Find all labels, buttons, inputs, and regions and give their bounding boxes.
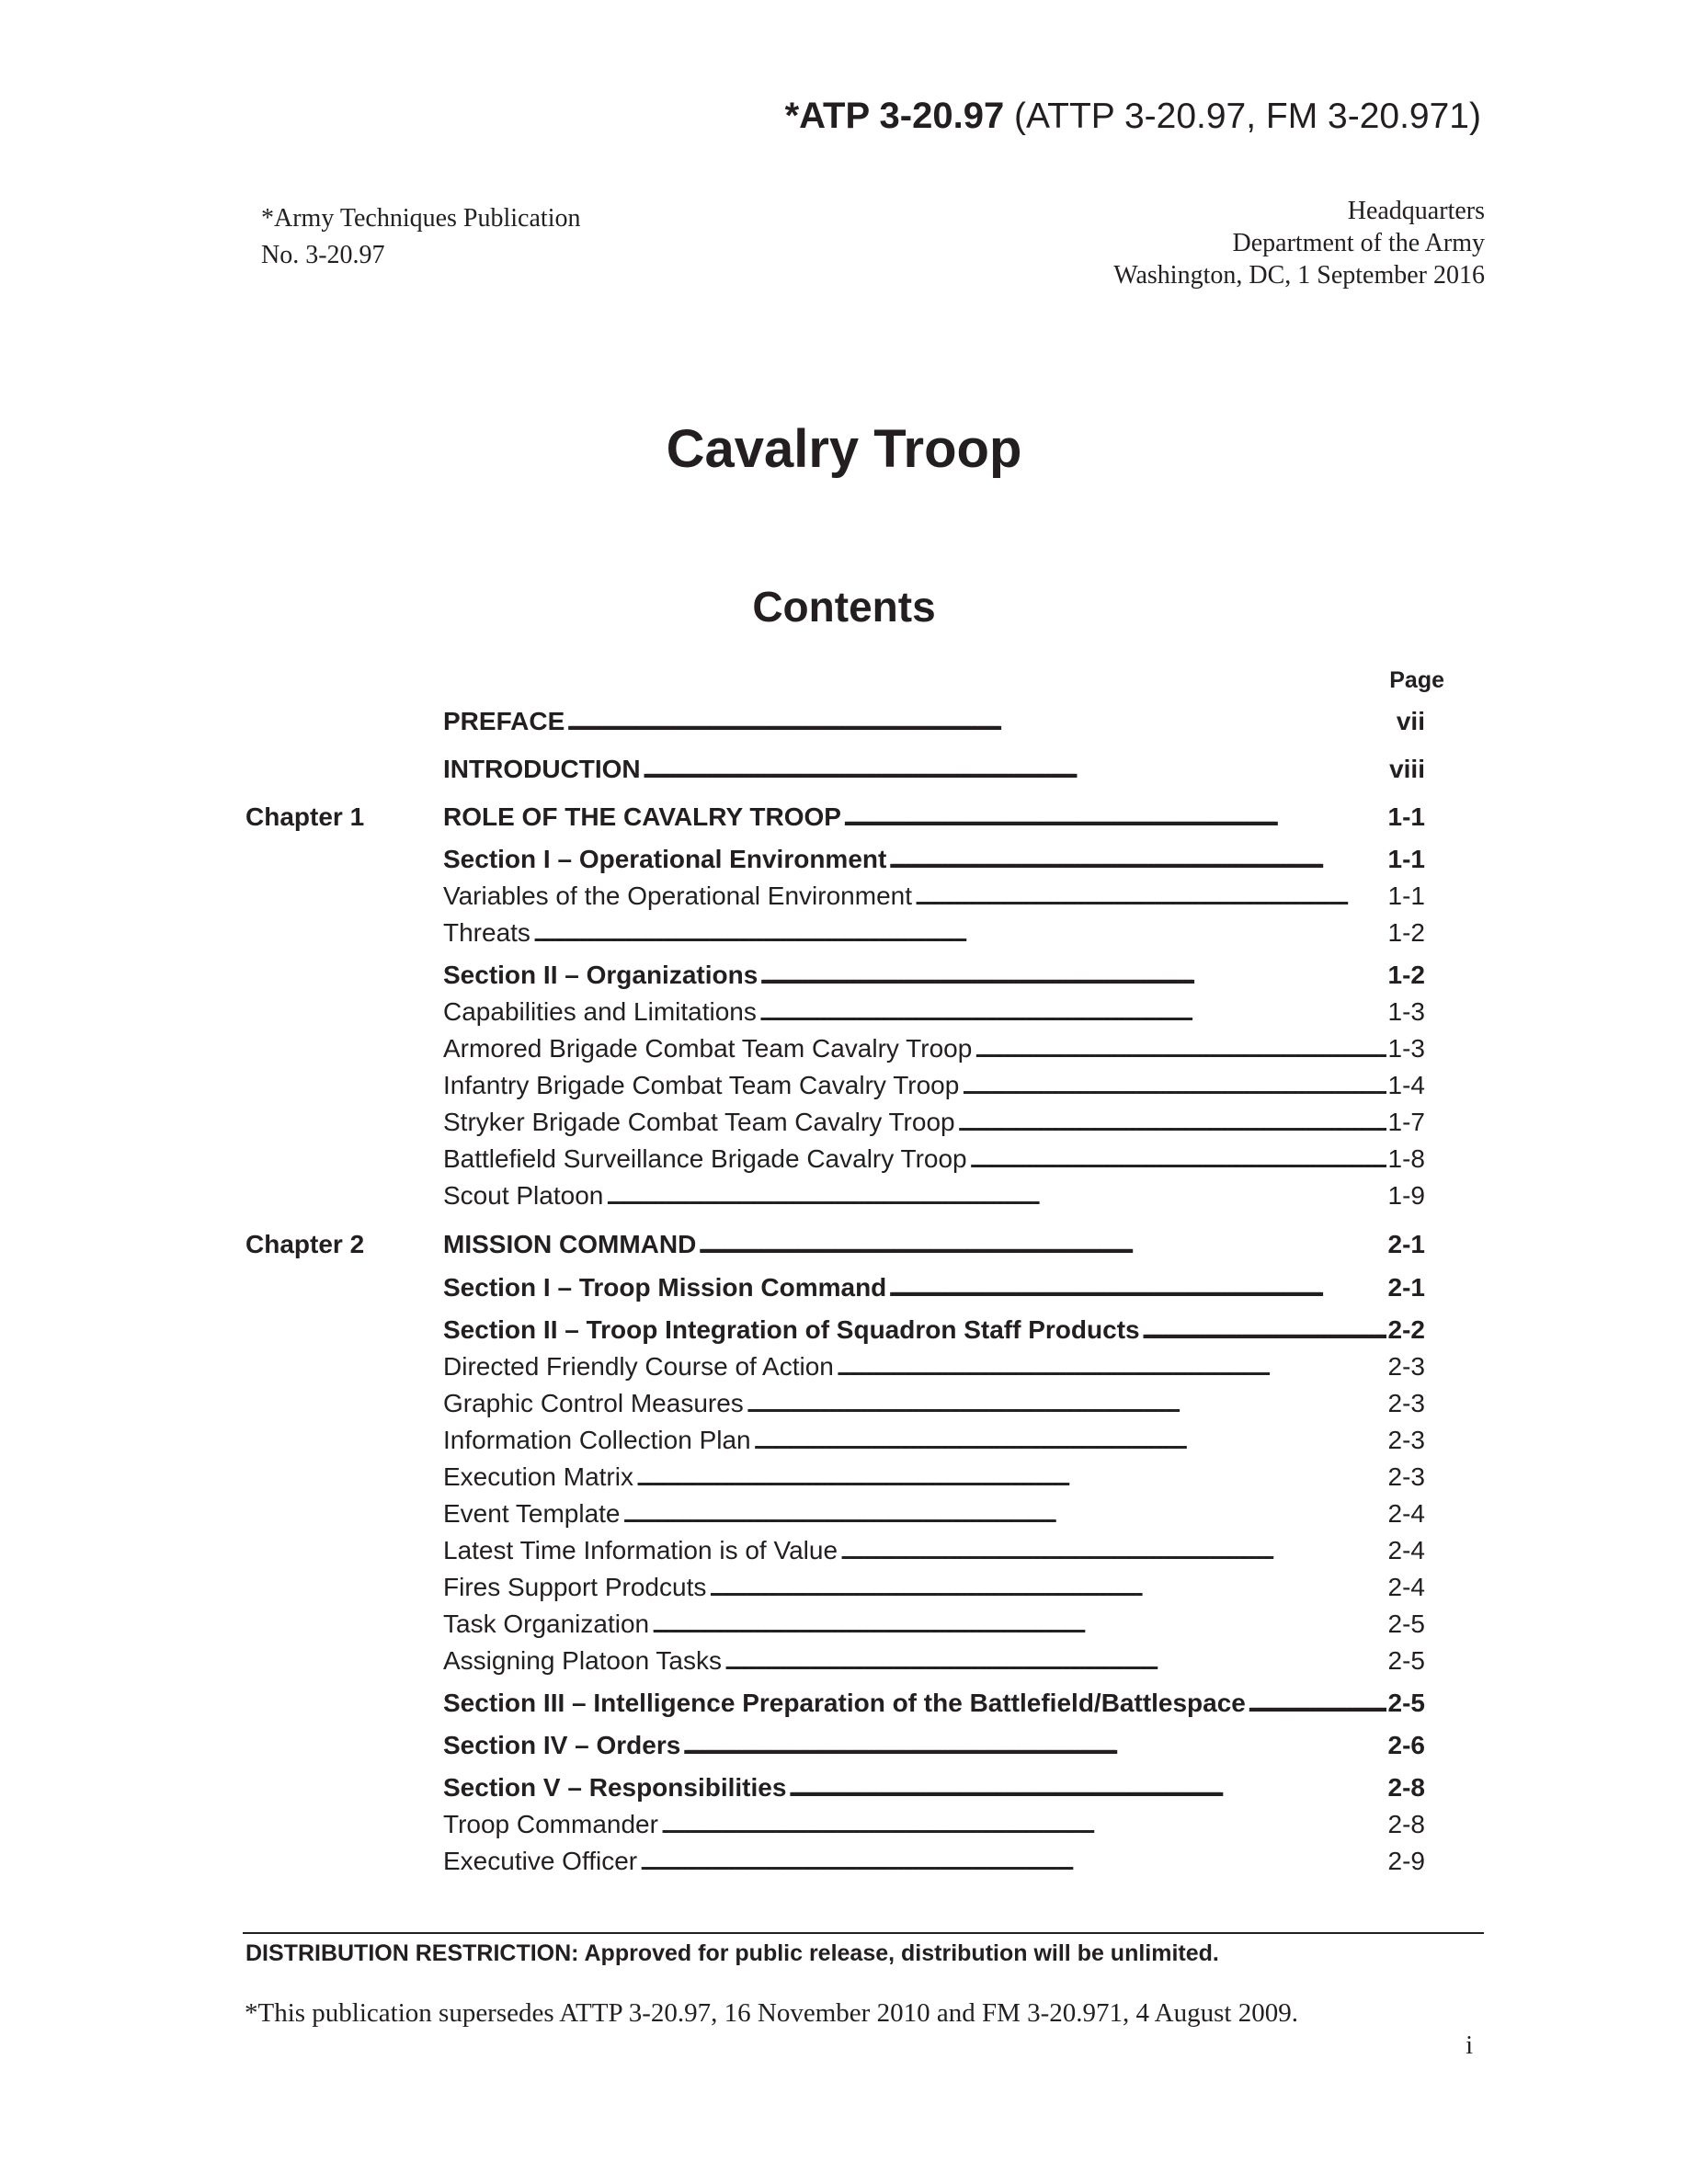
toc-entry[interactable] bbox=[245, 754, 1425, 785]
toc-entry[interactable] bbox=[245, 1846, 1425, 1877]
toc-entry-page: 1-1 bbox=[1387, 802, 1425, 831]
toc-entry-title: Fires Support Prodcuts bbox=[443, 1573, 707, 1601]
toc-entry[interactable] bbox=[245, 996, 1425, 1028]
toc-entry-page: 2-5 bbox=[1387, 1689, 1425, 1717]
publication-number: No. 3-20.97 bbox=[261, 241, 385, 269]
toc-dot-leader bbox=[651, 1609, 1386, 1640]
toc-entry-title: Directed Friendly Course of Action bbox=[443, 1352, 834, 1381]
toc-entry-title: Section IV – Orders bbox=[443, 1731, 681, 1759]
toc-entry[interactable] bbox=[245, 1645, 1425, 1677]
toc-entry-title: Task Organization bbox=[443, 1610, 650, 1638]
toc-entry[interactable] bbox=[245, 844, 1425, 875]
toc-dot-leader bbox=[753, 1425, 1386, 1456]
toc-dot-leader bbox=[708, 1572, 1386, 1603]
toc-entry-page: 2-4 bbox=[1387, 1499, 1425, 1528]
toc-entry-page: 2-6 bbox=[1387, 1731, 1425, 1759]
toc-entry[interactable] bbox=[245, 1033, 1425, 1064]
toc-dot-leader bbox=[682, 1730, 1386, 1761]
toc-entry[interactable] bbox=[245, 1572, 1425, 1603]
toc-entry-page: 1-1 bbox=[1387, 845, 1425, 873]
toc-entry[interactable] bbox=[245, 917, 1425, 949]
toc-dot-leader bbox=[622, 1498, 1386, 1530]
toc-entry[interactable] bbox=[245, 1688, 1425, 1719]
toc-entry-title: Section V – Responsibilities bbox=[443, 1773, 787, 1802]
toc-dot-leader bbox=[759, 960, 1386, 991]
toc-entry-title: Battlefield Surveillance Brigade Cavalry Troop bbox=[443, 1144, 967, 1173]
toc-entry-page: 1-2 bbox=[1387, 961, 1425, 989]
toc-entry[interactable] bbox=[245, 1809, 1425, 1840]
toc-entry[interactable] bbox=[245, 1314, 1425, 1346]
toc-entry[interactable] bbox=[245, 1425, 1425, 1456]
toc-entry-page: 2-5 bbox=[1387, 1646, 1425, 1675]
toc-entry-page: 2-1 bbox=[1387, 1273, 1425, 1302]
toc-entry-title: PREFACE bbox=[443, 707, 565, 735]
toc-entry[interactable] bbox=[245, 1351, 1425, 1382]
toc-dot-leader bbox=[839, 1535, 1386, 1566]
toc-entry-title: Information Collection Plan bbox=[443, 1426, 751, 1454]
toc-entry[interactable] bbox=[245, 1772, 1425, 1803]
toc-entry[interactable] bbox=[245, 1180, 1425, 1211]
location-date-line: Washington, DC, 1 September 2016 bbox=[1113, 261, 1485, 290]
toc-entry-page: 2-8 bbox=[1387, 1810, 1425, 1838]
toc-dot-leader bbox=[888, 844, 1386, 875]
toc-entry-page: 1-7 bbox=[1387, 1108, 1425, 1136]
toc-entry-title: Section I – Troop Mission Command bbox=[443, 1273, 887, 1302]
toc-entry-page: 1-1 bbox=[1387, 882, 1425, 910]
page-number: i bbox=[1466, 2031, 1473, 2060]
toc-entry-title: Section III – Intelligence Preparation of the Battlefield/Battlespace bbox=[443, 1689, 1246, 1717]
toc-chapter-label: Chapter 1 bbox=[245, 802, 365, 831]
toc-entry[interactable] bbox=[245, 1498, 1425, 1530]
toc-entry-page: 2-4 bbox=[1387, 1536, 1425, 1564]
toc-entry-title: Stryker Brigade Combat Team Cavalry Troop bbox=[443, 1108, 955, 1136]
toc-entry-title: Assigning Platoon Tasks bbox=[443, 1646, 722, 1675]
toc-entry-page: viii bbox=[1389, 755, 1425, 783]
document-number-superseded: (ATTP 3-20.97, FM 3-20.971) bbox=[1004, 97, 1481, 136]
toc-dot-leader bbox=[843, 802, 1386, 833]
toc-entry-page: vii bbox=[1396, 707, 1425, 735]
toc-entry-title: Section I – Operational Environment bbox=[443, 845, 887, 873]
page-column-label: Page bbox=[1389, 667, 1444, 693]
toc-entry-title: Section II – Organizations bbox=[443, 961, 758, 989]
toc-dot-leader bbox=[532, 917, 1386, 949]
toc-dot-leader bbox=[605, 1180, 1386, 1211]
toc-dot-leader bbox=[836, 1351, 1386, 1382]
toc-entry-page: 2-3 bbox=[1387, 1462, 1425, 1491]
toc-entry-title: Executive Officer bbox=[443, 1847, 638, 1875]
toc-entry[interactable] bbox=[245, 1229, 1425, 1260]
toc-entry-title: Latest Time Information is of Value bbox=[443, 1536, 838, 1564]
toc-entry[interactable] bbox=[245, 881, 1425, 912]
toc-entry-page: 1-4 bbox=[1387, 1071, 1425, 1099]
toc-entry[interactable] bbox=[245, 1462, 1425, 1493]
document-number-primary: *ATP 3-20.97 bbox=[784, 96, 1005, 136]
toc-entry-page: 2-3 bbox=[1387, 1389, 1425, 1417]
toc-entry[interactable] bbox=[245, 1388, 1425, 1419]
toc-dot-leader bbox=[698, 1229, 1386, 1260]
toc-entry[interactable] bbox=[245, 1535, 1425, 1566]
toc-entry-page: 2-4 bbox=[1387, 1573, 1425, 1601]
toc-entry-page: 2-8 bbox=[1387, 1773, 1425, 1802]
toc-entry-page: 2-5 bbox=[1387, 1610, 1425, 1638]
toc-entry-title: Armored Brigade Combat Team Cavalry Troop bbox=[443, 1034, 973, 1063]
toc-dot-leader bbox=[639, 1846, 1386, 1877]
toc-entry-page: 1-2 bbox=[1387, 918, 1425, 947]
page-title: Cavalry Troop bbox=[666, 419, 1022, 479]
toc-dot-leader bbox=[566, 706, 1395, 737]
publication-type: *Army Techniques Publication bbox=[261, 204, 581, 233]
toc-entry-title: ROLE OF THE CAVALRY TROOP bbox=[443, 802, 841, 831]
toc-entry-page: 1-8 bbox=[1387, 1144, 1425, 1173]
toc-entry-title: INTRODUCTION bbox=[443, 755, 641, 783]
toc-entry[interactable] bbox=[245, 802, 1425, 833]
toc-entry-page: 2-2 bbox=[1387, 1315, 1425, 1344]
toc-dot-leader bbox=[635, 1462, 1386, 1493]
toc-dot-leader bbox=[1248, 1688, 1386, 1719]
toc-dot-leader bbox=[643, 754, 1387, 785]
toc-entry-title: Capabilities and Limitations bbox=[443, 997, 757, 1026]
toc-entry-page: 1-3 bbox=[1387, 997, 1425, 1026]
toc-dot-leader bbox=[758, 996, 1386, 1028]
toc-entry[interactable] bbox=[245, 960, 1425, 991]
toc-dot-leader bbox=[660, 1809, 1386, 1840]
headquarters-line: Headquarters bbox=[1347, 197, 1485, 225]
footer-divider bbox=[243, 1932, 1484, 1934]
toc-entry-title: Scout Platoon bbox=[443, 1181, 604, 1210]
toc-entry-title: Event Template bbox=[443, 1499, 621, 1528]
toc-entry[interactable] bbox=[245, 1107, 1425, 1138]
toc-entry[interactable] bbox=[245, 1272, 1425, 1303]
toc-dot-leader bbox=[746, 1388, 1386, 1419]
toc-entry-page: 2-9 bbox=[1387, 1847, 1425, 1875]
toc-chapter-label: Chapter 2 bbox=[245, 1230, 365, 1258]
toc-dot-leader bbox=[969, 1143, 1386, 1175]
toc-entry-title: Variables of the Operational Environment bbox=[443, 882, 912, 910]
toc-entry-page: 1-3 bbox=[1387, 1034, 1425, 1063]
toc-dot-leader bbox=[914, 881, 1386, 912]
department-line: Department of the Army bbox=[1232, 229, 1485, 257]
toc-entry-title: Threats bbox=[443, 918, 530, 947]
toc-entry-title: MISSION COMMAND bbox=[443, 1230, 697, 1258]
toc-entry-title: Execution Matrix bbox=[443, 1462, 633, 1491]
supersedes-note: *This publication supersedes ATTP 3-20.97, 16 November 2010 and FM 3-20.971, 4 August 2009. bbox=[245, 1998, 1298, 2028]
toc-entry[interactable] bbox=[245, 1143, 1425, 1175]
toc-entry-page: 2-3 bbox=[1387, 1426, 1425, 1454]
distribution-restriction: DISTRIBUTION RESTRICTION: Approved for public release, distribution will be unlimited. bbox=[245, 1940, 1219, 1966]
toc-entry[interactable] bbox=[245, 1730, 1425, 1761]
toc-entry-title: Graphic Control Measures bbox=[443, 1389, 744, 1417]
toc-entry[interactable] bbox=[245, 1070, 1425, 1101]
toc-dot-leader bbox=[961, 1070, 1386, 1101]
toc-dot-leader bbox=[724, 1645, 1386, 1677]
toc-entry-title: Infantry Brigade Combat Team Cavalry Troop bbox=[443, 1071, 960, 1099]
toc-dot-leader bbox=[788, 1772, 1386, 1803]
toc-entry-page: 2-3 bbox=[1387, 1352, 1425, 1381]
toc-dot-leader bbox=[888, 1272, 1386, 1303]
contents-heading: Contents bbox=[752, 583, 936, 631]
toc-entry-title: Troop Commander bbox=[443, 1810, 658, 1838]
toc-dot-leader bbox=[957, 1107, 1386, 1138]
toc-entry-page: 1-9 bbox=[1387, 1181, 1425, 1210]
toc-dot-leader bbox=[974, 1033, 1386, 1064]
toc-dot-leader bbox=[1142, 1314, 1386, 1346]
toc-entry[interactable] bbox=[245, 706, 1425, 737]
toc-entry[interactable] bbox=[245, 1609, 1425, 1640]
toc-entry-page: 2-1 bbox=[1387, 1230, 1425, 1258]
toc-entry-title: Section II – Troop Integration of Squadron Staff Products bbox=[443, 1315, 1140, 1344]
